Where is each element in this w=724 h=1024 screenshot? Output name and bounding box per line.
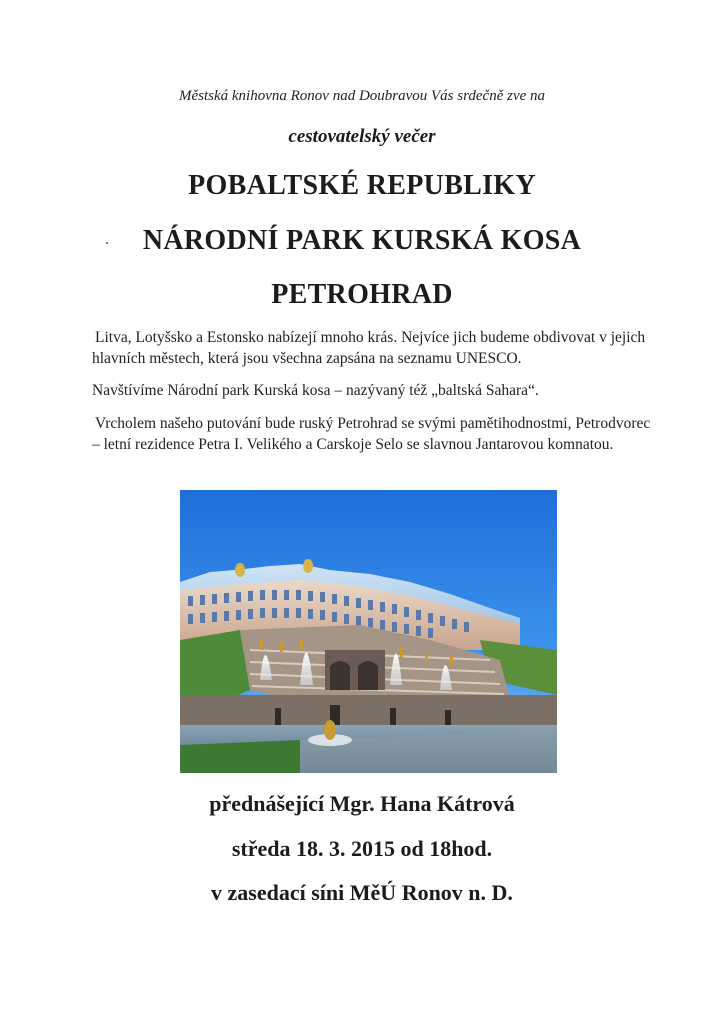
paragraph-baltics: Litva, Lotyšsko a Estonsko nabízejí mnoho krás. Nejvíce jich budeme obdivovat v jejich hlavních městech, která jsou všechna zapsána na seznamu UNESCO. [92, 329, 646, 367]
peterhof-palace-photo [180, 490, 557, 773]
headline-curonian-spit: NÁRODNÍ PARK KURSKÁ KOSA [142, 225, 582, 256]
headline-petrohrad: PETROHRAD [271, 279, 453, 310]
invitation-line: Městská knihovna Ronov nad Doubravou Vás srdečně zve na [178, 88, 546, 104]
date-time: středa 18. 3. 2015 od 18hod. [231, 836, 493, 861]
paragraph-curonian-spit: Navštívíme Národní park Kurská kosa – nazývaný též „baltská Sahara“. [92, 382, 539, 399]
speaker: přednášející Mgr. Hana Kátrová [209, 791, 515, 816]
paragraph-petrohrad: Vrcholem našeho putování bude ruský Petrohrad se svými pamětihodnostmi, Petrodvorec – letní rezidence Petra I. Velikého a Carskoje Selo se slavnou Jantarovou komnatou. [92, 415, 651, 453]
event-type: cestovatelský večer [288, 126, 436, 147]
venue: v zasedací síni MěÚ Ronov n. D. [211, 880, 513, 905]
headline-baltic-republics: POBALTSKÉ REPUBLIKY [188, 170, 536, 201]
